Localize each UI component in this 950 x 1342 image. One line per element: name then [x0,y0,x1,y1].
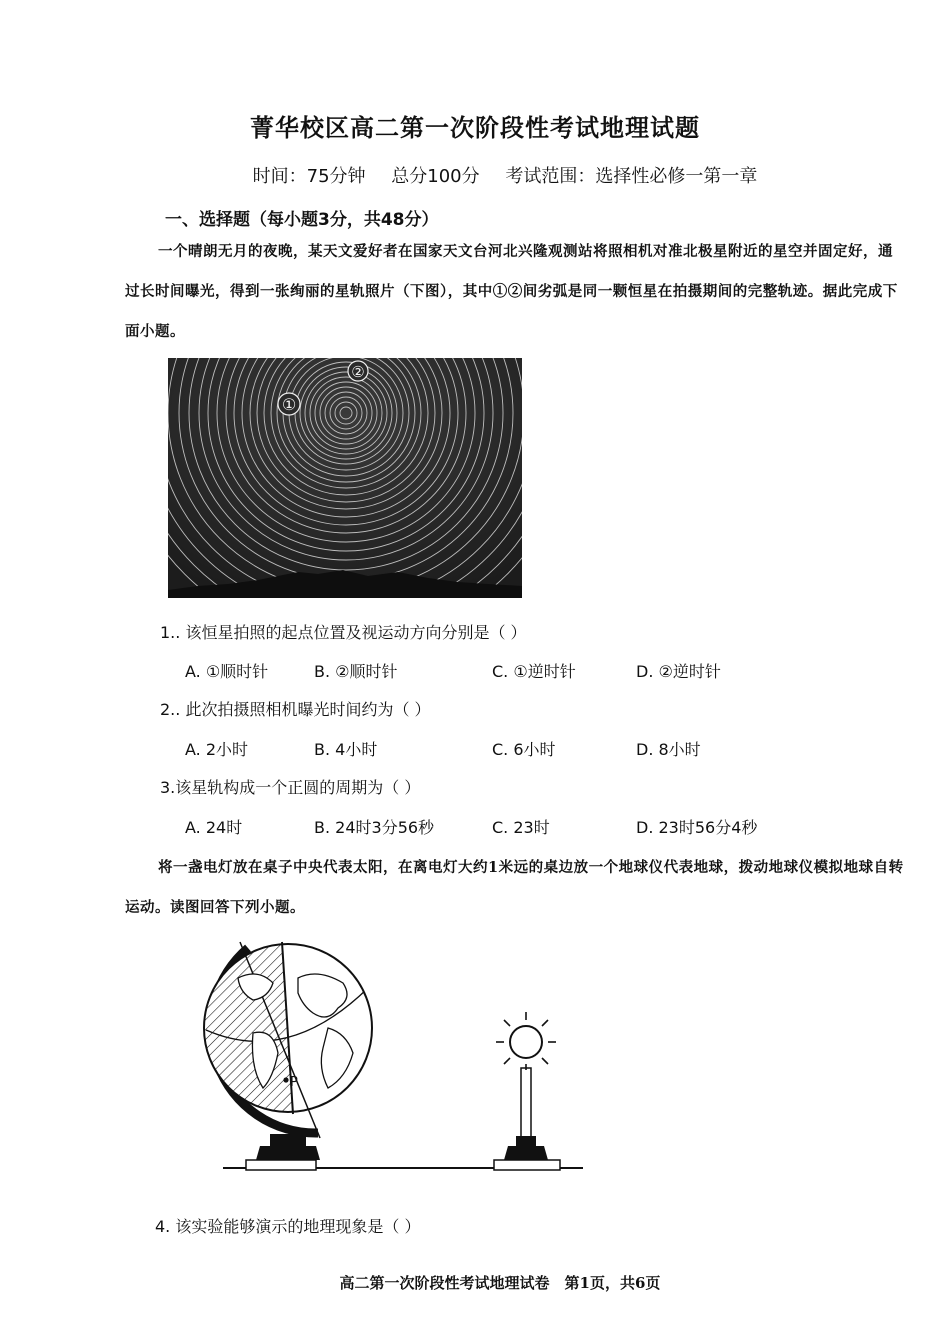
section-heading: 一、选择题（每小题3分，共48分） [165,210,439,230]
q2-option-c: C. 6小时 [492,740,556,759]
q3-option-d: D. 23时56分4秒 [636,818,758,837]
exam-time: 时间：75分钟 [252,166,366,187]
question-2-stem: 2.. 此次拍摄照相机曝光时间约为（ ） [160,700,431,719]
page-title: 菁华校区高二第一次阶段性考试地理试题 [250,113,700,142]
lamp-pole [521,1068,531,1140]
globe-lamp-figure [178,938,588,1188]
q1-option-b: B. ②顺时针 [314,662,398,681]
q1-option-d: D. ②逆时针 [636,662,721,681]
point-p-label: P [290,1075,298,1090]
passage-star-trails: 一个晴朗无月的夜晚，某天文爱好者在国家天文台河北兴隆观测站将照相机对准北极星附近的星空并固定好，通过长时间曝光，得到一张绚丽的星轨照片（下图），其中①②间劣弧是同一颗恒星在拍摄期间的完整轨迹。据此完成下面小题。 [125,243,898,340]
star-label-1: ① [281,395,297,414]
q1-option-a: A. ①顺时针 [185,662,269,681]
globe-stand-plate [246,1160,316,1170]
globe-stand-neck [270,1134,306,1146]
globe-lamp-svg [178,938,588,1188]
q3-option-b: B. 24时3分56秒 [314,818,435,837]
question-4-stem: 4. 该实验能够演示的地理现象是（ ） [155,1217,421,1236]
globe-stand-base [256,1146,320,1160]
star-label-2: ② [351,363,365,381]
q2-option-a: A. 2小时 [185,740,249,759]
q2-option-b: B. 4小时 [314,740,378,759]
star-trail-photo [168,358,522,598]
lamp-stand-base [504,1146,548,1160]
exam-score: 总分100分 [391,166,480,187]
q1-option-c: C. ①逆时针 [492,662,576,681]
question-3-stem: 3.该星轨构成一个正圆的周期为（ ） [160,778,421,797]
q2-option-d: D. 8小时 [636,740,701,759]
q3-option-a: A. 24时 [185,818,243,837]
sun-lamp-icon [510,1026,542,1058]
lamp-stand-neck [516,1136,536,1146]
point-p-dot [283,1077,288,1082]
passage-globe-experiment: 将一盏电灯放在桌子中央代表太阳，在离电灯大约1米远的桌边放一个地球仪代表地球，拨动地球仪模拟地球自转运动。读图回答下列小题。 [125,859,904,916]
lamp-stand-plate [494,1160,560,1170]
question-1-stem: 1.. 该恒星拍照的起点位置及视运动方向分别是（ ） [160,623,527,642]
star-trail-svg [168,358,522,598]
exam-scope: 考试范围：选择性必修一第一章 [505,166,758,187]
page-footer: 高二第一次阶段性考试地理试卷 第1页，共6页 [339,1274,661,1292]
q3-option-c: C. 23时 [492,818,550,837]
exam-meta [0,162,950,188]
